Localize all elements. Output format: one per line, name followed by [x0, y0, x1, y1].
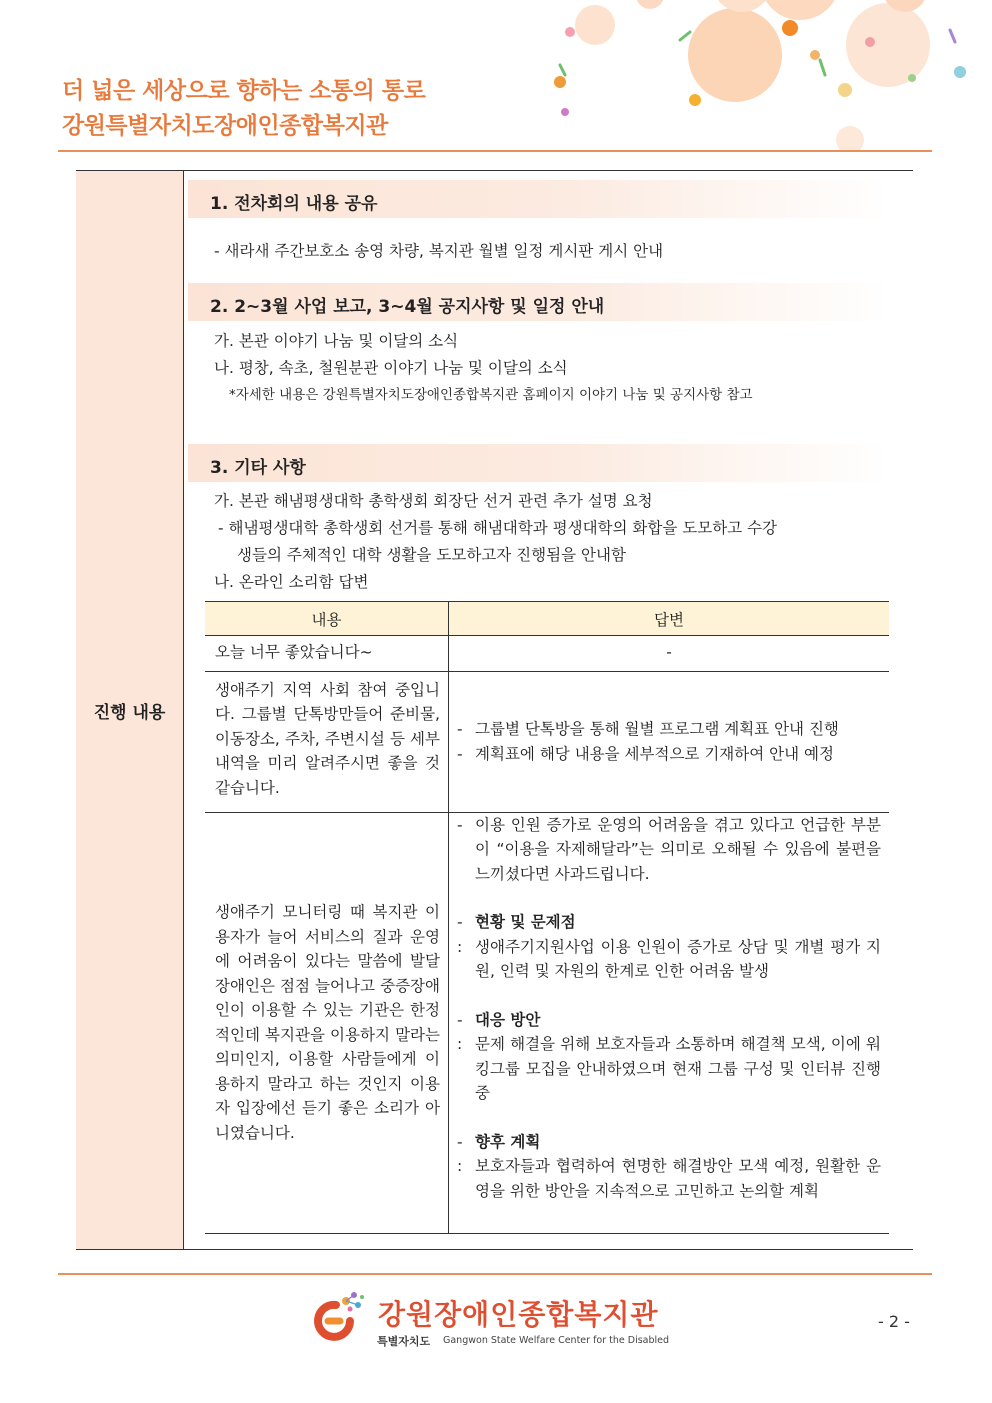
section-line: 나. 온라인 소리함 답변	[214, 573, 369, 591]
answer-item: - 그룹별 단톡방을 통해 월별 프로그램 계획표 안내 진행	[457, 720, 839, 738]
table-row	[205, 812, 889, 1233]
header-org-name: 강원특별자치도장애인종합복지관	[62, 113, 388, 139]
answer-status-label: - 현황 및 문제점	[457, 913, 576, 931]
table-row	[205, 636, 889, 672]
answer-item: - 계획표에 해당 내용을 세부적으로 기재하여 안내 예정	[457, 744, 834, 763]
section-line: 생들의 주체적인 대학 생활을 도모하고자 진행됨을 안내함	[237, 546, 626, 564]
header-divider	[58, 150, 932, 152]
footer-divider	[58, 1273, 932, 1275]
row-content: 생애주기 지역 사회 참여 중입니다. 그룹별 단톡방만들어 준비물, 이동장소, 주차, 주변시설 등 세부 내역을 미리 알려주시면 좋을 것 같습니다.	[215, 680, 440, 797]
section-line: 가. 본관 이야기 나눔 및 이달의 소식	[214, 332, 459, 350]
column-header-answer: 답변	[449, 602, 890, 636]
answer-future-text: : 보호자들과 협력하여 현명한 해결방안 모색 예정, 원활한 운영을 위한 방안을 지속적으로 고민하고 논의할 계획	[457, 1157, 881, 1200]
logo-english-name: Gangwon State Welfare Center for the Disabled	[443, 1335, 670, 1346]
logo-subtitle: 특별자치도	[377, 1335, 431, 1348]
section-line: 나. 평창, 속초, 철원분관 이야기 나눔 및 이달의 소식	[214, 359, 568, 377]
section-header-1	[188, 180, 888, 218]
section-title: 2. 2~3월 사업 보고, 3~4월 공지사항 및 일정 안내	[210, 297, 605, 317]
column-header-content: 내용	[205, 602, 449, 636]
table-header-row	[205, 602, 889, 636]
section-note: *자세한 내용은 강원특별자치도장애인종합복지관 홈페이지 이야기 나눔 및 공지사항 참고	[229, 387, 753, 403]
welfare-center-logo-icon	[306, 1287, 368, 1347]
answer-intro: - 이용 인원 증가로 운영의 어려움을 겪고 있다고 언급한 부분이 “이용을 자제해달라”는 의미로 오해될 수 있음에 불편을 느끼셨다면 사과드립니다.	[457, 815, 881, 883]
row-answer: -	[666, 643, 672, 661]
section-header-3	[188, 444, 888, 482]
row-content: 오늘 너무 좋았습니다~	[215, 643, 373, 661]
suggestion-table	[205, 601, 889, 1234]
answer-status-text: : 생애주기지원사업 이용 인원이 증가로 상담 및 개별 평가 지원, 인력 및 자원의 한계로 인한 어려움 발생	[457, 937, 881, 980]
logo-wordmark: 강원장애인종합복지관	[378, 1298, 659, 1331]
section-line: - 새라새 주간보호소 송영 차량, 복지관 월별 일정 게시판 게시 안내	[214, 242, 664, 260]
page-number: - 2 -	[878, 1312, 910, 1331]
header-slogan: 더 넓은 세상으로 향하는 소통의 통로	[62, 78, 426, 104]
section-title: 1. 전차회의 내용 공유	[210, 194, 378, 214]
table-row	[205, 671, 889, 812]
section-line: 가. 본관 해냄평생대학 총학생회 회장단 선거 관련 추가 설명 요청	[214, 492, 653, 510]
left-label-column	[76, 171, 184, 1249]
section-header-2	[188, 283, 888, 321]
section-title: 3. 기타 사항	[210, 458, 306, 478]
answer-plan-text: : 문제 해결을 위해 보호자들과 소통하며 해결책 모색, 이에 워킹그룹 모집을 안내하였으며 현재 그룹 구성 및 인터뷰 진행 중	[457, 1035, 881, 1102]
answer-future-label: - 향후 계획	[457, 1132, 541, 1151]
left-label: 진행 내용	[93, 703, 166, 723]
row-content: 생애주기 모니터링 때 복지관 이용자가 늘어 서비스의 질과 운영에 어려움이 있다는 말씀에 발달장애인은 점점 늘어나고 중증장애인이 이용할 수 있는 기관은 한정적인데 복지관을 이용하지 말라는 의미인지, 이용할 사람들에게 이용하지 말라고 하는 것인지 이용자 입장에선 듣기 좋은 소리가 아니였습니다.	[215, 903, 440, 1142]
answer-plan-label: - 대응 방안	[457, 1010, 541, 1029]
section-line: - 해냄평생대학 총학생회 선거를 통해 해냄대학과 평생대학의 화합을 도모하고 수강	[218, 519, 778, 537]
